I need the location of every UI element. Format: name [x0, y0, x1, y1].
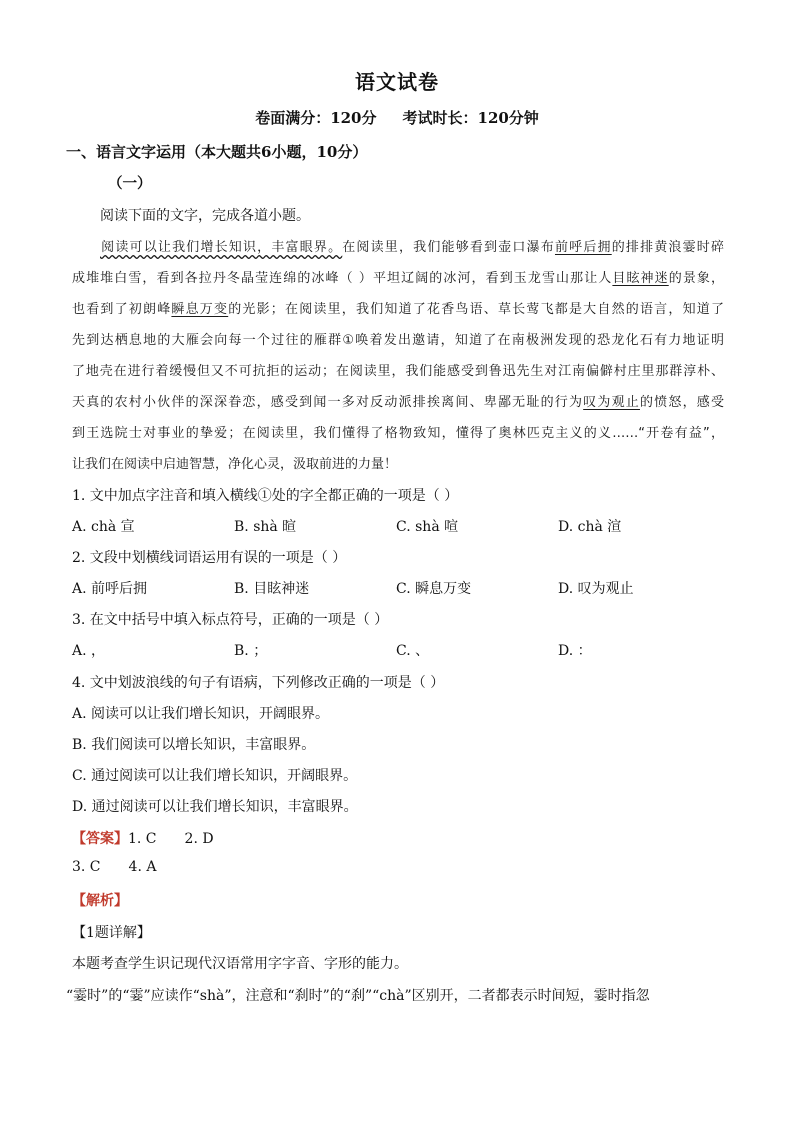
option-a: A. ，	[72, 643, 106, 659]
passage-line: 也看到了初朗峰瞬息万变的光影；在阅读里，我们知道了花香鸟语、草长莺飞都是大自然的语言，知道了	[72, 302, 724, 317]
underlined-word: 瞬息万变	[171, 302, 229, 317]
underlined-word: 叹为观止	[583, 395, 640, 410]
option-a: A. chà 宣	[72, 519, 135, 535]
option-b: B. 目眩神迷	[234, 581, 310, 597]
page-title: 语文试卷	[355, 70, 439, 94]
passage-line: 天真的农村小伙伴的深深眷恋，感受到闻一多对反动派排挨离间、卑鄙无耻的行为叹为观止的愤怒，感受	[72, 395, 724, 410]
question-1-stem: 1. 文中加点字注音和填入横线①处的字全都正确的一项是（ ）	[72, 488, 459, 504]
passage-line: 阅读可以让我们增长知识，丰富眼界。在阅读里，我们能够看到壶口瀑布前呼后拥的排排黄浪霎时碎	[100, 240, 724, 255]
question-4-stem: 4. 文中划波浪线的句子有语病，下列修改正确的一项是（ ）	[72, 675, 445, 691]
option-c: C. shà 喧	[396, 519, 459, 535]
answer-4: 4. A	[128, 859, 157, 875]
option-c: C. 、	[396, 643, 430, 659]
option-c: C. 瞬息万变	[396, 581, 472, 597]
exam-duration: 考试时长：120分钟	[402, 109, 539, 127]
full-score: 卷面满分：120分	[255, 109, 377, 127]
answer-3: 3. C	[72, 859, 101, 875]
answer-2: 2. D	[184, 831, 214, 847]
option-a: A. 阅读可以让我们增长知识，开阔眼界。	[72, 706, 330, 722]
option-b: B. shà 暄	[234, 519, 297, 535]
analysis-label: 【解析】	[72, 893, 128, 909]
option-d: D. ：	[558, 643, 592, 659]
passage-line: 成堆堆白雪，看到各拉丹冬晶莹连绵的冰峰（ ）平坦辽阔的冰河，看到玉龙雪山那让人目眩神迷的景象，	[72, 271, 724, 286]
option-c: C. 通过阅读可以让我们增长知识，开阔眼界。	[72, 768, 358, 784]
passage-line: 先到达栖息地的大雁会向每一个过往的雁群①唤着发出邀请，知道了在南极洲发现的恐龙化石有力地证明	[72, 333, 724, 348]
exam-meta	[0, 107, 794, 128]
wavy-sentence: 阅读可以让我们增长知识，丰富眼界。	[100, 240, 343, 255]
answer-1: 1. C	[128, 831, 157, 847]
analysis-q1-text: 本题考查学生识记现代汉语常用字字音、字形的能力。	[72, 956, 408, 972]
option-b: B. ；	[234, 643, 268, 659]
analysis-q1-detail: “霎时”的“霎”应读作“shà”，注意和“刹时”的“刹”“chà”区别开，二者都表示时间短，霎时指忽	[66, 988, 650, 1004]
option-d: D. 通过阅读可以让我们增长知识，丰富眼界。	[72, 799, 358, 815]
question-3-stem: 3. 在文中括号中填入标点符号，正确的一项是（ ）	[72, 612, 389, 628]
underlined-word: 前呼后拥	[554, 240, 612, 255]
option-d: D. 叹为观止	[558, 581, 634, 597]
option-a: A. 前呼后拥	[72, 581, 148, 597]
reading-instruction: 阅读下面的文字，完成各道小题。	[100, 208, 310, 224]
passage-line: 让我们在阅读中启迪智慧，净化心灵，汲取前进的力量！	[72, 457, 398, 472]
answer-label: 【答案】	[72, 831, 128, 847]
underlined-word: 目眩神迷	[612, 271, 669, 286]
option-b: B. 我们阅读可以增长知识，丰富眼界。	[72, 737, 316, 753]
answer-row	[72, 828, 214, 848]
question-2-stem: 2. 文段中划横线词语运用有误的一项是（ ）	[72, 550, 347, 566]
analysis-q1-label: 【1题详解】	[72, 925, 151, 941]
passage-line: 了地壳在进行着缓慢但又不可抗拒的运动；在阅读里，我们能感受到鲁迅先生对江南偏僻村庄里那群淳朴、	[72, 364, 724, 379]
answer-row	[72, 859, 156, 875]
passage-line: 到王选院士对事业的挚爱；在阅读里，我们懂得了格物致知，懂得了奥林匹克主义的义……“开卷有益”，	[72, 426, 724, 441]
subsection-heading: （一）	[108, 175, 152, 192]
section-heading: 一、语言文字运用（本大题共6小题，10分）	[66, 143, 368, 161]
option-d: D. chà 渲	[558, 519, 622, 535]
